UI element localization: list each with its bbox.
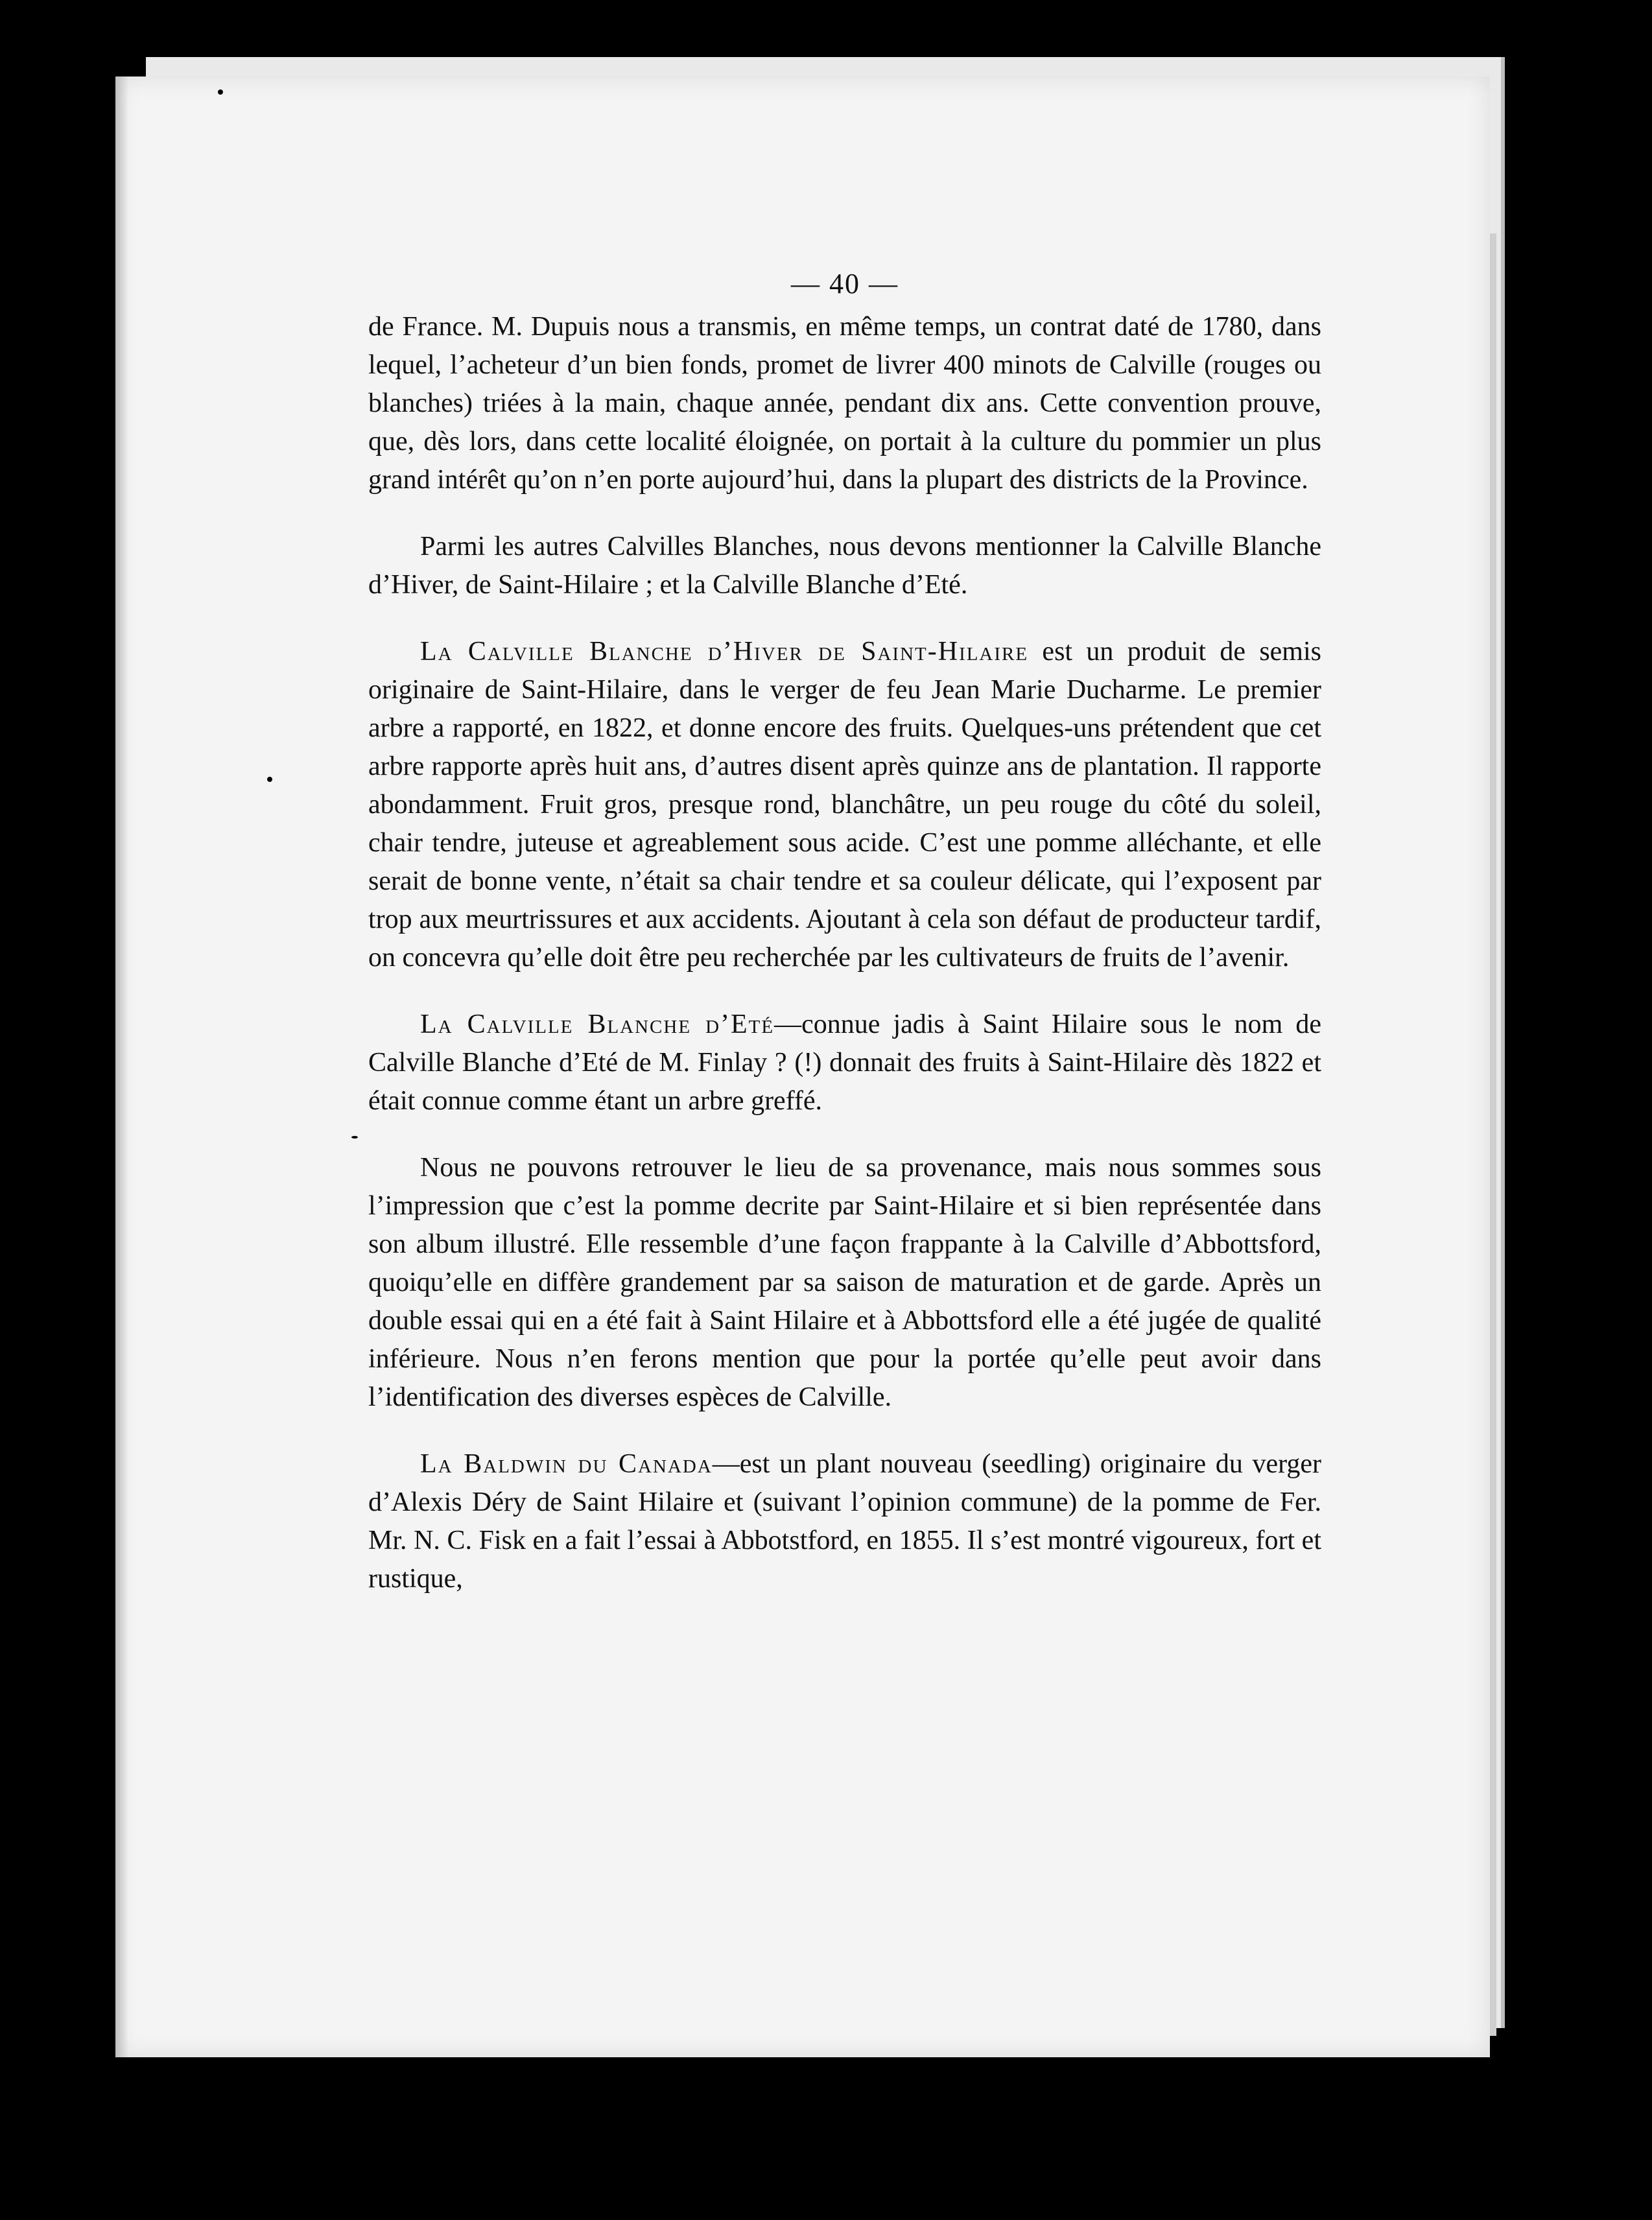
paragraph-contract <box>368 308 1321 499</box>
variety-heading: La Calville Blanche d’Eté <box>420 1010 775 1039</box>
page-right-edge <box>1490 233 1496 2036</box>
variety-heading: La Baldwin du Canada <box>420 1449 713 1479</box>
page-edge-shadow <box>115 77 128 2057</box>
variety-heading: La Calville Blanche d’Hiver de Saint-Hilaire <box>420 637 1029 667</box>
paragraph-calville-ete <box>368 1006 1321 1120</box>
speck-mark <box>1544 1080 1550 1085</box>
page-number: — 40 — <box>791 268 899 300</box>
speck-mark <box>1540 611 1548 615</box>
paragraph-text: de France. M. Dupuis nous a transmis, en même temps, un contrat daté de 1780, dans lequel, l’acheteur d’un bien fonds, promet de livrer 400 minots de Calville (rouges ou blanches) triées à la main, chaque année, pendant dix ans. Cette convention prouve, que, dès lors, dans cette localité éloignée, on portait à la culture du pommier un plus grand intérêt qu’on n’en porte aujourd’hui, dans la plupart des districts de la Province. <box>368 312 1321 495</box>
paragraph-text: est un produit de semis originaire de Saint-Hilaire, dans le verger de feu Jean Marie Ducharme. Le premier arbre a rapporté, en 1822, et donne encore des fruits. Quelques-uns prétendent que cet arbre rapporte après huit ans, d’autres disent après quinze ans de plantation. Il rapporte abondamment. Fruit gros, presque rond, blanchâtre, un peu rouge du côté du soleil, chair tendre, juteuse et agreablement sous acide. C’est une pomme alléchante, et elle serait de bonne vente, n’était sa chair tendre et sa couleur délicate, qui l’exposent par trop aux meurtrissures et aux accidents. Ajoutant à cela son défaut de producteur tardif, on concevra qu’elle doit être peu recherchée par les cultivateurs de fruits de l’avenir. <box>368 637 1321 973</box>
speck-mark <box>267 777 272 782</box>
paragraph-text: —connue jadis à Saint Hilaire sous le nom de Calville Blanche d’Eté de M. Finlay ? (!) donnait des fruits à Saint-Hilaire dès 1822 et était connue comme étant un arbre greffé. <box>368 1010 1321 1116</box>
paragraph-calvilles-blanches <box>368 528 1321 604</box>
page-text <box>368 265 1321 1598</box>
paragraph-calville-hiver <box>368 633 1321 977</box>
speck-mark <box>351 1136 358 1139</box>
speck-mark <box>218 89 223 95</box>
paragraph-baldwin <box>368 1445 1321 1598</box>
paragraph-provenance <box>368 1149 1321 1417</box>
paragraph-text: —est un plant nouveau (seedling) originaire du verger d’Alexis Déry de Saint Hilaire et (suivant l’opinion commune) de la pomme de Fer. Mr. N. C. Fisk en a fait l’essai à Abbotstford, en 1855. Il s’est montré vigoureux, fort et rustique, <box>368 1449 1321 1594</box>
paragraph-text: Parmi les autres Calvilles Blanches, nous devons mentionner la Calville Blanche d’Hiver, de Saint-Hilaire ; et la Calville Blanche d’Eté. <box>368 532 1321 600</box>
paragraph-text: Nous ne pouvons retrouver le lieu de sa provenance, mais nous sommes sous l’impression que c’est la pomme decrite par Saint-Hilaire et si bien représentée dans son album illustré. Elle ressemble d’une façon frappante à la Calville d’Abbottsford, quoiqu’elle en diffère grandement par sa saison de maturation et de garde. Après un double essai qui en a été fait à Saint Hilaire et à Abbottsford elle a été jugée de qualité inférieure. Nous n’en ferons mention que pour la portée qu’elle peut avoir dans l’identification des diverses espèces de Calville. <box>368 1153 1321 1412</box>
